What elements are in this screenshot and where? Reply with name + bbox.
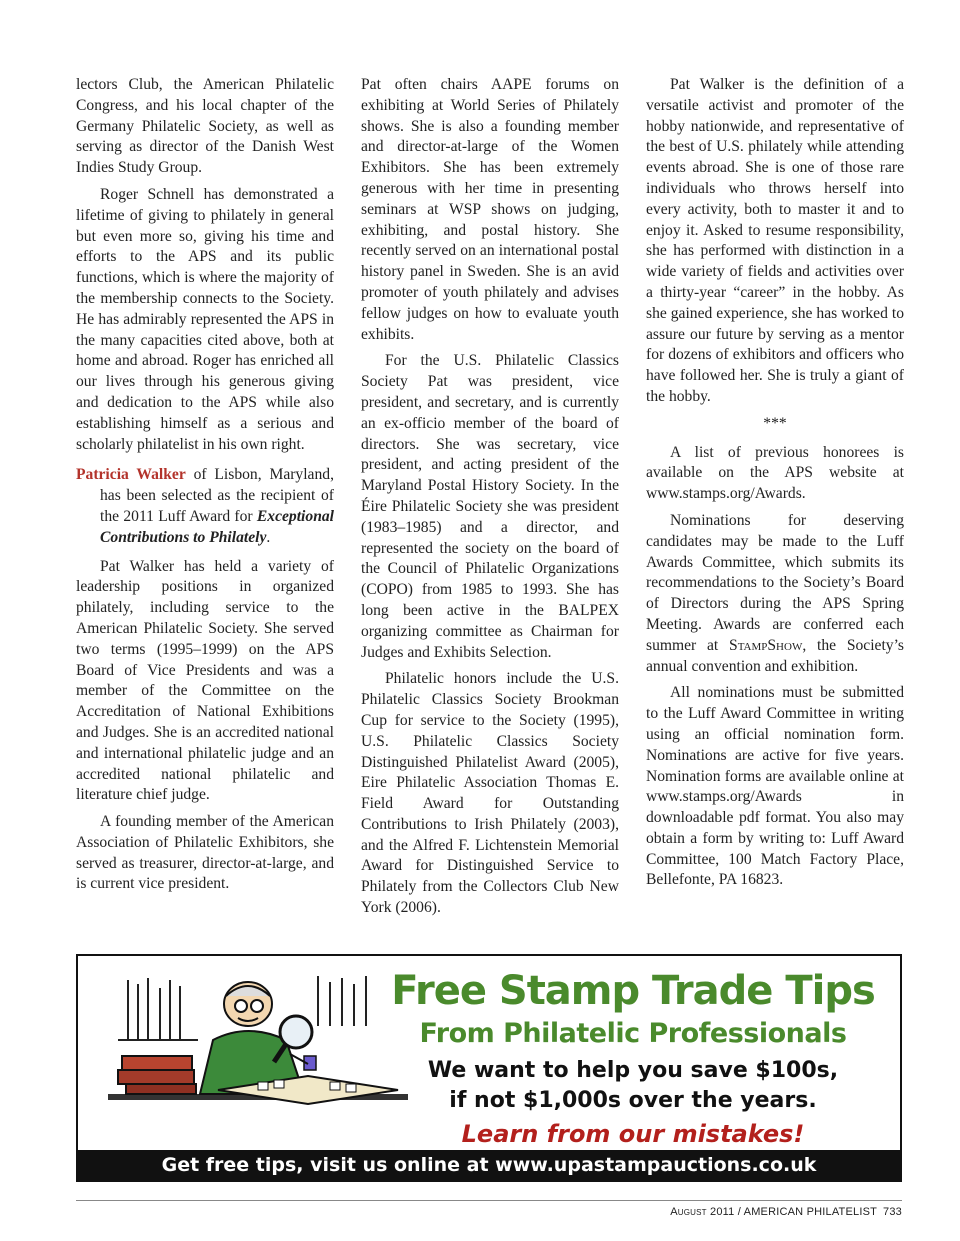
section-separator: *** [763,414,787,432]
paragraph-text: Nominations for deserving candidates may be made to the Luff Awards Committee, which submits its recommendations to the Society’s Board of Directors during the APS Spring Meeting. Awards are conferred each summer at [646,511,904,654]
paragraph-text: , the Society’s annual convention and exhibition. [646,636,904,675]
ad-body-line: We want to help you save $100s, [427,1058,839,1083]
paragraph: For the U.S. Philatelic Classics Society Pat was president, vice president, and secretary, and is currently an ex-officio member of the board of directors. She was secretary, vice president, and acting president of the Maryland Postal History Society. In the Éire Philatelic Society she was president (1983–1985) and a director, and represented the society on the board of the Council of Philatelic Organizations (COPO) from 1985 to 1993. She has long been active in the BALPEX organizing committee as Chairman for Judges and Exhibits Selection. [361,352,619,661]
honoree-announcement [76,465,334,548]
paragraph: Philatelic honors include the U.S. Philatelic Classics Society Brookman Cup for service to the Society (1995), U.S. Philatelic Classics Society Distinguished Philatelist Award (2005), Eire Philatelic Association Thomas E. Field Award for Outstanding Contributions to Irish Philately (2003), and the Alfred F. Lichtenstein Memorial Award for Distinguished Service to Philately from the Collectors Club New York (2006). [361,670,619,917]
award-category: Exceptional Contributions to Philately [100,507,334,546]
philatelist-cartoon-illustration [108,970,408,1136]
ad-body-line: if not $1,000s over the years. [449,1088,817,1113]
paragraph: All nominations must be submitted to the Luff Award Committee in writing using an official nomination form. Nominations are active for five years. Nomination forms are available online at www.stamps.org/Awards in downloadable pdf format. You also may obtain a form by writing to: Luff Award Committee, 100 Match Factory Place, Bellefonte, PA 16823. [646,684,904,889]
paragraph: A list of previous honorees is available on the APS website at www.stamps.org/Awards. [646,443,904,503]
paragraph: Pat often chairs AAPE forums on exhibiting at World Series of Philately shows. She is also a founding member and director-at-large of the Women Exhibitors. She has been extremely generous with her time in presenting seminars at WSP shows on judging, exhibiting, and postal history. She recently served on an international postal history panel in Sweden. She is an avid promoter of youth philately and advises fellow judges on how to evaluate youth exhibits. [361,76,619,343]
page-footer [670,1206,902,1218]
ad-headline: Free Stamp Trade Tips [391,968,875,1014]
paragraph: Roger Schnell has demonstrated a lifetime of giving to philately in general but even more so, giving his time and efforts to the APS and its public functions, which is where the majority of the membership connects to the Society. He has admirably represented the APS in the many capacities cited above, both at home and abroad. Roger has enriched all our lives through his generous giving and dedication to the APS while also establishing himself as a serious and scholarly philatelist in his own right. [76,185,334,453]
period: . [266,528,271,546]
advertisement[interactable] [76,954,902,1182]
article-column-1 [76,75,334,895]
ad-website-link[interactable]: Get free tips, visit us online at www.upastampauctions.co.uk [78,1150,900,1180]
paragraph: A founding member of the American Association of Philatelic Exhibitors, she served as treasurer, director-at-large, and is current vice president. [76,813,334,893]
paragraph: Pat Walker is the definition of a versatile activist and promoter of the hobby nationwide, and representative of the best of U.S. philately while attending events abroad. She is one of those rare individuals who throws herself into every activity, both to master it and to enjoy it. Asked to resume responsibility, she has performed with distinction in a wide variety of fields and activities over a thirty-year “career” in the hobby. As she gained experience, she has worked to assure our future by serving as a mentor for dozens of exhibitors and officers who have followed her. She is truly a giant of the hobby. [646,76,904,405]
article-column-2 [361,75,619,919]
page-number: 733 [883,1206,902,1218]
honoree-name: Patricia Walker [76,466,186,484]
ad-subhead: From Philatelic Professionals [419,1018,847,1049]
article-column-3 [646,75,904,891]
footer-month: August [670,1206,707,1218]
stampshow-name: StampShow [729,636,803,654]
honoree-text: of Lisbon, Maryland, has been selected as the recipient of the 2011 Luff Award for [100,466,334,525]
ad-tagline: Learn from our mistakes! [461,1120,805,1148]
paragraph: lectors Club, the American Philatelic Congress, and his local chapter of the Germany Philatelic Society, as well as serving as director of the Danish West Indies Study Group. [76,76,334,177]
footer-divider [76,1200,902,1201]
paragraph: Pat Walker has held a variety of leadership positions in organized philately, including service to the American Philatelic Society. She served two terms (1995–1999) on the APS Board of Vice Presidents and was a member of the Committee on the Accreditation of National Exhibitions and Judges. She is an accredited national and international philatelic judge and an accredited national philatelic and literature chief judge. [76,557,334,804]
paragraph [646,511,904,677]
footer-publication: 2011 / AMERICAN PHILATELIST [706,1206,878,1218]
